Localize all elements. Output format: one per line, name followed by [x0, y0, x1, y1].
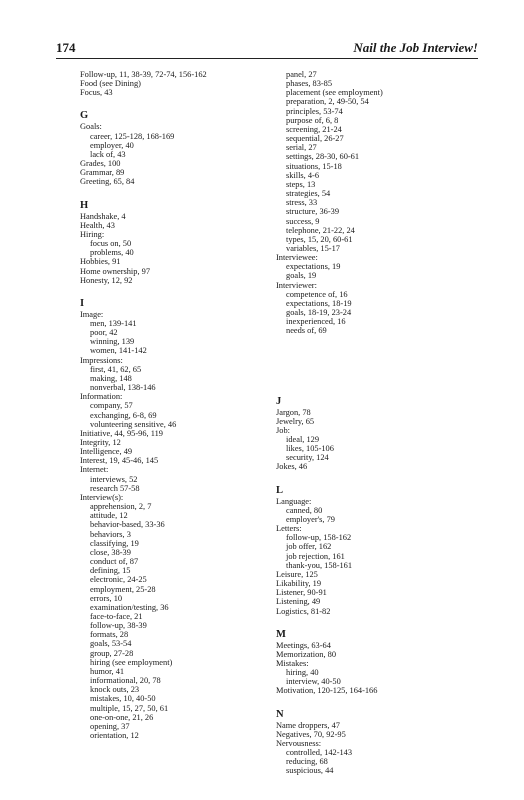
index-entry: Jewelry, 65	[276, 416, 315, 426]
index-entry: Initiative, 44, 95-96, 119	[80, 428, 163, 438]
header-rule	[56, 58, 478, 59]
index-entry: Memorization, 80	[276, 649, 337, 659]
index-entry: Interviewer:	[276, 280, 317, 290]
index-subentry: phases, 83-85	[286, 79, 333, 89]
index-entry: Grades, 100	[80, 159, 121, 169]
index-entry: Hiring:	[80, 229, 105, 239]
index-subentry: examination/testing, 36	[90, 602, 169, 612]
section-spacer	[276, 472, 486, 481]
index-subentry: problems, 40	[90, 248, 134, 258]
index-subentry: steps, 13	[286, 179, 316, 189]
index-subentry: inexperienced, 16	[286, 317, 346, 327]
index-entry: Jokes, 46	[276, 462, 308, 472]
index-entry: Logistics, 81-82	[276, 606, 331, 616]
index-entry: Greeting, 65, 84	[80, 177, 135, 187]
index-subentry: serial, 27	[286, 143, 317, 153]
index-subentry: sequential, 26-27	[286, 134, 344, 144]
section-spacer	[276, 696, 486, 705]
index-subentry: screening, 21-24	[286, 124, 342, 134]
index-subentry: behaviors, 3	[90, 529, 131, 539]
index-subentry: controlled, 142-143	[286, 748, 353, 758]
index-subentry: expectations, 18-19	[286, 298, 352, 308]
index-subentry: employer, 40	[90, 140, 134, 150]
index-subentry: expectations, 19	[286, 262, 341, 272]
index-subentry: hiring (see employment)	[90, 657, 173, 667]
index-subentry: goals, 19	[286, 271, 317, 281]
index-subentry: principles, 53-74	[286, 106, 343, 116]
index-subentry: situations, 15-18	[286, 161, 342, 171]
index-entry: Food (see Dining)	[80, 79, 141, 89]
index-subentry: types, 15, 20, 60-61	[286, 234, 353, 244]
index-subentry: apprehension, 2, 7	[90, 502, 152, 512]
index-entry: Integrity, 12	[80, 438, 121, 447]
index-subentry: opening, 37	[90, 721, 130, 731]
section-letter: L	[276, 484, 284, 496]
section-spacer	[80, 97, 280, 106]
index-entry: Likability, 19	[276, 579, 322, 589]
index-subentry: first, 41, 62, 65	[90, 364, 142, 374]
index-subentry: purpose of, 6, 8	[286, 115, 339, 125]
index-subentry: company, 57	[90, 401, 133, 411]
index-subentry: security, 124	[286, 453, 329, 463]
section-spacer	[80, 187, 280, 196]
index-subentry: follow-up, 158-162	[286, 533, 352, 543]
index-subentry: lack of, 43	[90, 149, 126, 159]
index-subentry: follow-up, 38-39	[90, 621, 147, 631]
index-subentry: goals, 18-19, 23-24	[286, 308, 352, 318]
index-entry: Listener, 90-91	[276, 588, 327, 598]
index-subentry: face-to-face, 21	[90, 611, 143, 621]
index-subentry: likes, 105-106	[286, 444, 334, 454]
index-subentry: success, 9	[286, 216, 320, 226]
section-spacer	[276, 616, 486, 625]
index-entry: Grammar, 89	[80, 168, 125, 178]
index-subentry: employment, 25-28	[90, 584, 156, 594]
section-spacer	[80, 285, 280, 294]
index-subentry: competence of, 16	[286, 289, 348, 299]
index-entry: Mistakes:	[276, 658, 309, 668]
index-entry: Goals:	[80, 122, 102, 132]
index-entry: Interviewee:	[276, 253, 318, 263]
index-entry: Language:	[276, 496, 312, 506]
index-subentry: errors, 10	[90, 593, 123, 603]
section-letter: J	[276, 395, 282, 407]
index-subentry: job rejection, 161	[286, 551, 345, 561]
index-subentry: suspicious, 44	[286, 766, 334, 776]
index-subentry: variables, 15-17	[286, 243, 340, 253]
index-subentry: women, 141-142	[90, 346, 147, 356]
index-subentry: informational, 20, 78	[90, 676, 161, 686]
index-subentry: ideal, 129	[286, 435, 320, 444]
index-entry: Listening, 49	[276, 597, 321, 607]
index-subentry: knock outs, 23	[90, 685, 140, 695]
index-subentry: interviews, 52	[90, 474, 138, 484]
index-subentry: multiple, 15, 27, 50, 61	[90, 703, 169, 713]
index-entry: Leisure, 125	[276, 569, 318, 579]
index-entry: Motivation, 120-125, 164-166	[276, 686, 378, 696]
index-subentry: attitude, 12	[90, 511, 128, 521]
index-entry: Information:	[80, 392, 123, 402]
index-entry: Follow-up, 11, 38-39, 72-74, 156-162	[80, 70, 207, 79]
index-entry: Meetings, 63-64	[276, 640, 331, 650]
index-subentry: job offer, 162	[286, 542, 332, 552]
index-subentry: volunteering sensitive, 46	[90, 419, 177, 429]
index-entry: Job:	[276, 425, 290, 435]
index-subentry: thank-you, 158-161	[286, 560, 353, 570]
index-subentry: focus on, 50	[90, 239, 132, 249]
index-subentry: skills, 4-6	[286, 170, 320, 180]
index-subentry: one-on-one, 21, 26	[90, 712, 154, 722]
index-subentry: poor, 42	[90, 328, 118, 338]
section-letter: H	[80, 199, 89, 211]
index-subentry: interview, 40-50	[286, 677, 341, 687]
index-entry: Name droppers, 47	[276, 720, 340, 730]
index-subentry: nonverbal, 138-146	[90, 383, 156, 393]
index-subentry: needs of, 69	[286, 326, 327, 336]
index-subentry: career, 125-128, 168-169	[90, 131, 175, 141]
index-entry: Jargon, 78	[276, 407, 311, 417]
index-subentry: conduct of, 87	[90, 557, 139, 567]
index-entry: Handshake, 4	[80, 211, 126, 221]
index-subentry: placement (see employment)	[286, 88, 383, 98]
index-subentry: reducing, 68	[286, 757, 328, 767]
index-subentry: hiring, 40	[286, 668, 319, 678]
index-entry: Health, 43	[80, 220, 115, 230]
index-entry: Interview(s):	[80, 492, 124, 502]
index-entry: Home ownership, 97	[80, 266, 151, 276]
index-subentry: stress, 33	[286, 198, 318, 208]
page-header	[56, 40, 478, 58]
index-subentry: humor, 41	[90, 666, 125, 676]
index-entry: Letters:	[276, 524, 302, 534]
index-subentry: goals, 53-54	[90, 639, 132, 649]
index-column-left	[80, 70, 280, 740]
index-subentry: men, 139-141	[90, 318, 137, 328]
index-subentry: strategies, 54	[286, 189, 331, 199]
index-subentry: exchanging, 6-8, 69	[90, 410, 157, 420]
index-subentry: formats, 28	[90, 630, 129, 640]
index-entry: Impressions:	[80, 355, 123, 365]
index-subentry: employer's, 79	[286, 514, 335, 524]
index-subentry: structure, 36-39	[286, 207, 340, 217]
index-subentry: winning, 139	[90, 337, 135, 347]
index-entry: Hobbies, 91	[80, 257, 121, 267]
index-subentry: preparation, 2, 49-50, 54	[286, 97, 369, 107]
index-subentry: mistakes, 10, 40-50	[90, 694, 156, 704]
page-number: 174	[56, 40, 76, 55]
section-spacer	[276, 383, 486, 392]
index-subentry: panel, 27	[286, 70, 317, 79]
section-letter: I	[80, 297, 85, 309]
index-subentry: electronic, 24-25	[90, 575, 147, 585]
index-entry: Focus, 43	[80, 88, 113, 98]
index-subentry: group, 27-28	[90, 648, 134, 658]
index-subentry: close, 38-39	[90, 547, 131, 557]
index-subentry: making, 148	[90, 373, 132, 383]
index-entry: Interest, 19, 45-46, 145	[80, 456, 159, 466]
index-entry: Nervousness:	[276, 738, 322, 748]
index-entry: Negatives, 70, 92-95	[276, 729, 346, 739]
index-entry: Intelligence, 49	[80, 447, 133, 457]
running-title: Nail the Job Interview!	[353, 40, 478, 55]
index-column-right	[276, 70, 486, 776]
index-subentry: classifying, 19	[90, 538, 139, 548]
index-subentry: telephone, 21-22, 24	[286, 225, 355, 235]
index-subentry: behavior-based, 33-36	[90, 520, 165, 530]
index-entry: Image:	[80, 309, 104, 319]
index-entry: Honesty, 12, 92	[80, 275, 133, 285]
section-letter: N	[276, 708, 284, 720]
column-spacer	[276, 336, 486, 383]
index-entry: Internet:	[80, 465, 109, 475]
index-subentry: research 57-58	[90, 483, 140, 493]
section-letter: G	[80, 110, 89, 122]
index-subentry: settings, 28-30, 60-61	[286, 152, 360, 162]
index-subentry: orientation, 12	[90, 731, 139, 740]
section-letter: M	[276, 628, 286, 640]
index-subentry: defining, 15	[90, 566, 131, 576]
index-subentry: canned, 80	[286, 505, 323, 515]
